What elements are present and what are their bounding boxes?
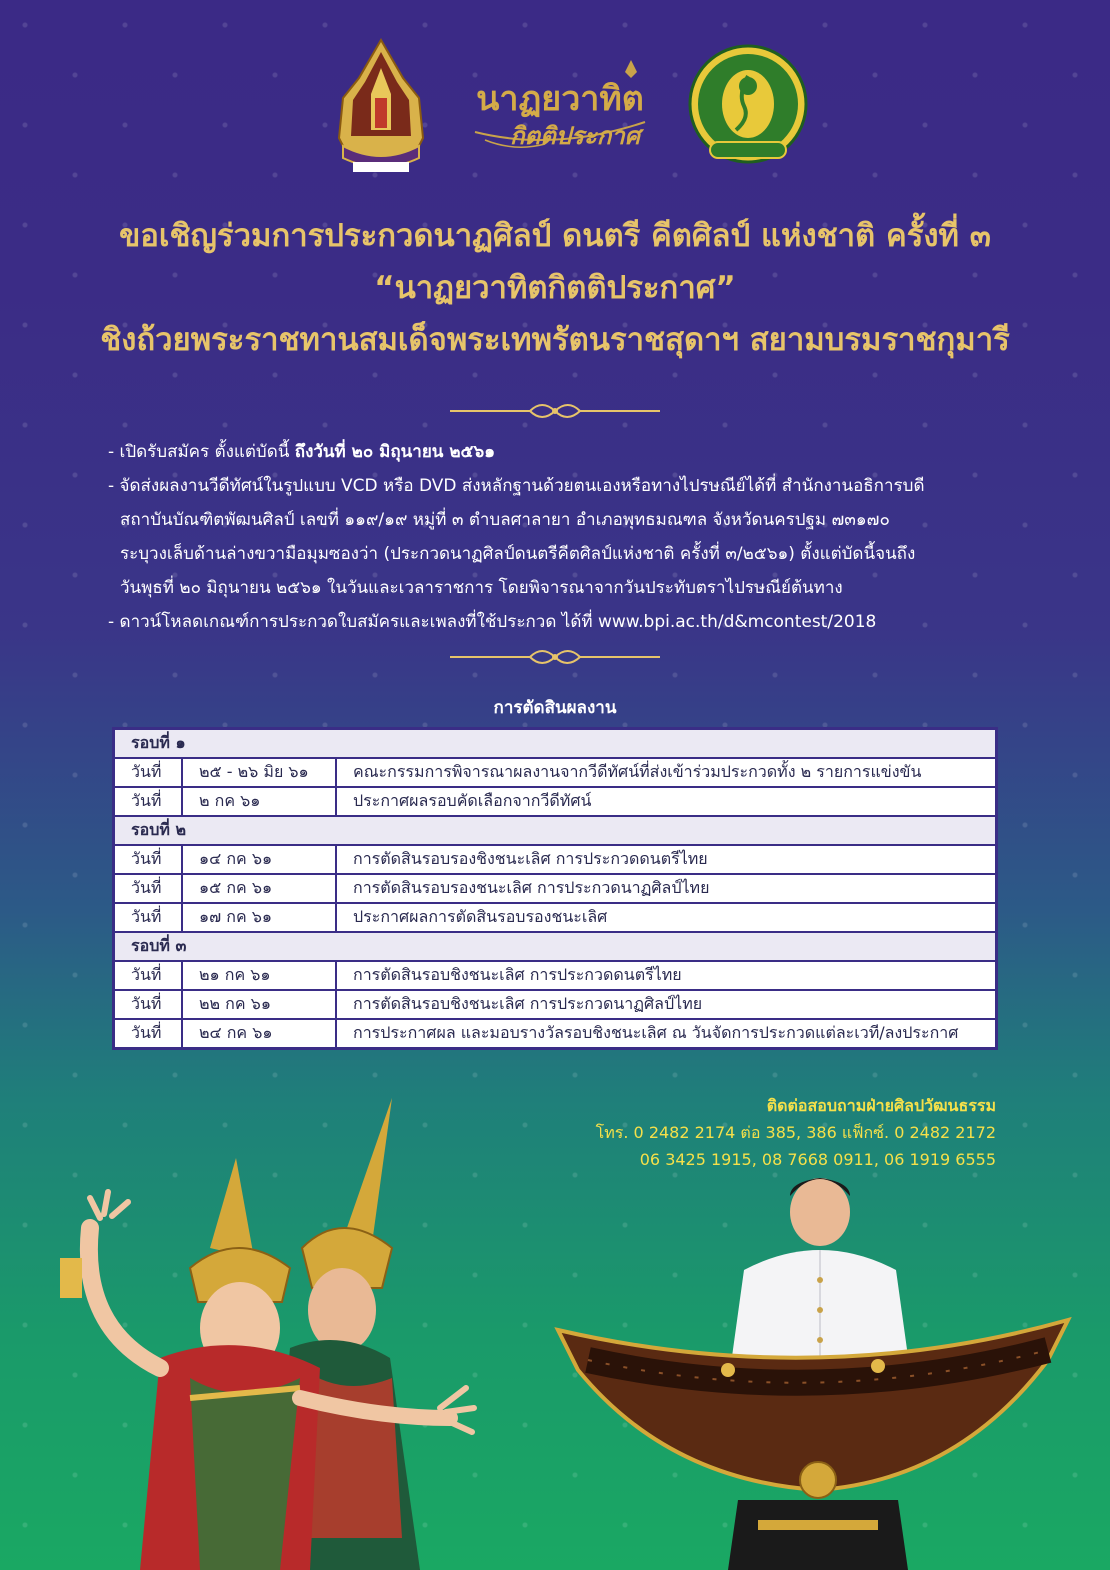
contact-phone-line-1: โทร. 0 2482 2174 ต่อ 385, 386 แฟ็กซ์. 0 2482 2172 [595,1123,996,1142]
ranat-musician-image [548,1170,1078,1570]
day-label: วันที่ [114,845,183,874]
date-cell: ๒๒ กค ๖๑ [182,990,336,1019]
info-section [108,435,1008,639]
day-label: วันที่ [114,787,183,816]
table-row [114,990,997,1019]
title-line-2: “นาฏยวาทิตกิตติประกาศ” [374,270,736,306]
info-bullet-download: - ดาวน์โหลดเกณฑ์การประกวดใบสมัครและเพลงที่ใช้ประกวด ได้ที่ www.bpi.ac.th/d&mcontest/2018 [108,612,877,632]
table-row [114,874,997,903]
round-label: รอบที่ ๓ [114,932,997,961]
desc-cell: การตัดสินรอบชิงชนะเลิศ การประกวดดนตรีไทย [336,961,997,990]
day-label: วันที่ [114,758,183,787]
date-cell: ๑๔ กค ๖๑ [182,845,336,874]
info-bullet-submission-2: สถาบันบัณฑิตพัฒนศิลป์ เลขที่ ๑๑๙/๑๙ หมู่ที่ ๓ ตำบลศาลายา อำเภอพุทธมณฑล จังหวัดนครปฐม ๗๓๑๗๐ [120,510,890,530]
table-row [114,758,997,787]
contact-heading: ติดต่อสอบถามฝ่ายศิลปวัฒนธรรม [766,1096,996,1115]
registration-text: - เปิดรับสมัคร ตั้งแต่บัดนี้ [108,442,295,462]
logo-center-line1: นาฏยวาทิต [476,79,644,119]
table-row [114,961,997,990]
table-row [114,845,997,874]
ornament-divider-bottom [450,646,660,668]
desc-cell: การตัดสินรอบรองชิงชนะเลิศ การประกวดดนตรีไทย [336,845,997,874]
round-header [114,932,997,961]
schedule-title: การตัดสินผลงาน [493,698,617,718]
ornament-divider-top [450,400,660,422]
round-label: รอบที่ ๒ [114,816,997,845]
round-label: รอบที่ ๑ [114,729,997,759]
date-cell: ๑๕ กค ๖๑ [182,874,336,903]
desc-cell: ประกาศผลการตัดสินรอบรองชนะเลิศ [336,903,997,932]
schedule-table [112,727,998,1050]
logo-row [0,32,1110,182]
date-cell: ๒๑ กค ๖๑ [182,961,336,990]
contact-block [596,1092,996,1173]
date-cell: ๒ กค ๖๑ [182,787,336,816]
info-bullet-registration [108,435,1008,469]
day-label: วันที่ [114,961,183,990]
date-cell: ๑๗ กค ๖๑ [182,903,336,932]
contact-phone-line-2: 06 3425 1915, 08 7668 0911, 06 1919 6555 [639,1150,996,1169]
date-cell: ๒๔ กค ๖๑ [182,1019,336,1049]
natayawatit-logo [455,52,665,162]
day-label: วันที่ [114,990,183,1019]
thai-dancers-image [40,1098,510,1570]
bunditpatanasilpa-institute-emblem [688,42,808,170]
info-bullet-submission-3: ระบุวงเล็บด้านล่างขวามือมุมซองว่า (ประกวดนาฏศิลป์ดนตรีคีตศิลป์แห่งชาติ ครั้งที่ ๓/๒๕๖๑) ตั้งแต่บัดนี้จนถึง [120,544,916,564]
table-row [114,787,997,816]
day-label: วันที่ [114,1019,183,1049]
desc-cell: คณะกรรมการพิจารณาผลงานจากวีดีทัศน์ที่ส่งเข้าร่วมประกวดทั้ง ๒ รายการแข่งขัน [336,758,997,787]
logo-center-line2: กิตติประกาศ [510,121,640,150]
desc-cell: ประกาศผลรอบคัดเลือกจากวีดีทัศน์ [336,787,997,816]
registration-deadline: ถึงวันที่ ๒๐ มิถุนายน ๒๕๖๑ [294,442,496,462]
day-label: วันที่ [114,903,183,932]
info-bullet-submission-1: - จัดส่งผลงานวีดีทัศน์ในรูปแบบ VCD หรือ DVD ส่งหลักฐานด้วยตนเองหรือทางไปรษณีย์ได้ที่ สำนักงานอธิการบดี [108,476,925,496]
info-bullet-submission-4: วันพุธที่ ๒๐ มิถุนายน ๒๕๖๑ ในวันและเวลาราชการ โดยพิจารณาจากวันประทับตราไปรษณีย์ต้นทาง [120,578,843,598]
desc-cell: การประกาศผล และมอบรางวัลรอบชิงชนะเลิศ ณ วันจัดการประกวดแต่ละเวที/ลงประกาศ [336,1019,997,1049]
title-line-3: ชิงถ้วยพระราชทานสมเด็จพระเทพรัตนราชสุดาฯ สยามบรมราชกุมารี [100,322,1010,358]
ministry-of-culture-emblem [333,38,429,178]
day-label: วันที่ [114,874,183,903]
table-row [114,1019,997,1049]
round-header [114,816,997,845]
desc-cell: การตัดสินรอบรองชนะเลิศ การประกวดนาฏศิลป์ไทย [336,874,997,903]
desc-cell: การตัดสินรอบชิงชนะเลิศ การประกวดนาฏศิลป์ไทย [336,990,997,1019]
title-block [0,210,1110,366]
date-cell: ๒๕ - ๒๖ มิย ๖๑ [182,758,336,787]
title-line-1: ขอเชิญร่วมการประกวดนาฏศิลป์ ดนตรี คีตศิลป์ แห่งชาติ ครั้งที่ ๓ [119,218,991,254]
table-row [114,903,997,932]
round-header [114,729,997,759]
